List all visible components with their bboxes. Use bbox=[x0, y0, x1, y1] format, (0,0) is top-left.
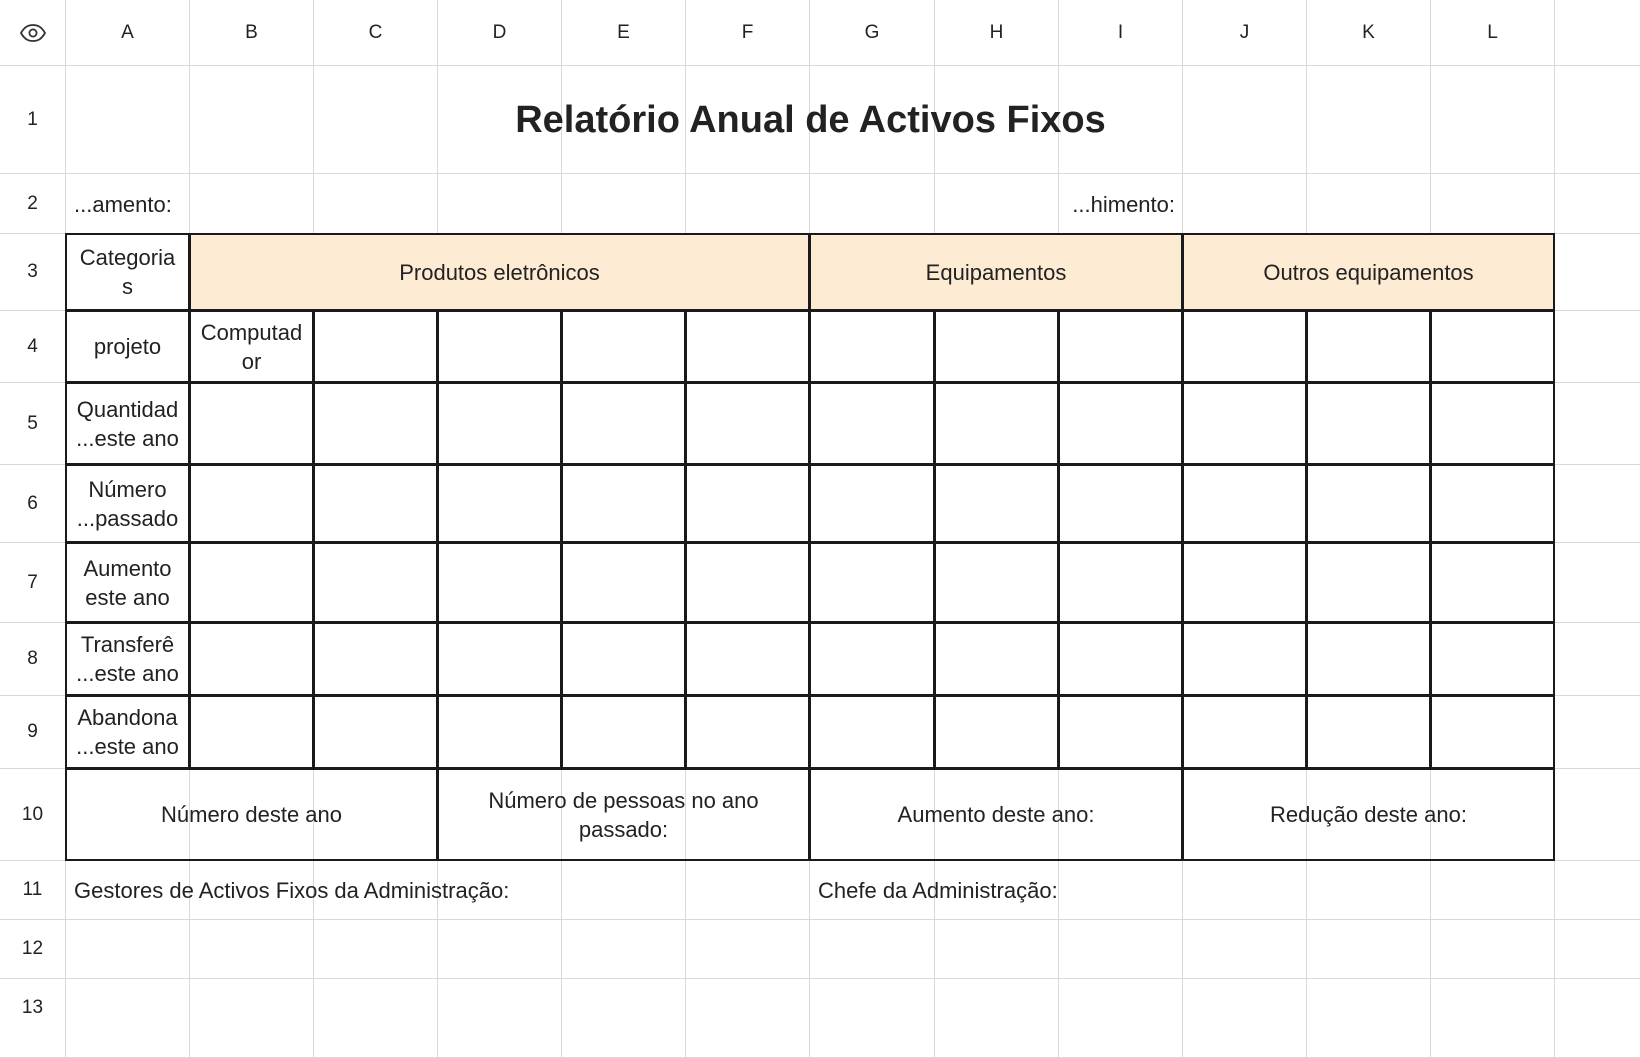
row-header-6[interactable]: 6 bbox=[0, 465, 66, 543]
table-cell[interactable] bbox=[685, 622, 810, 696]
column-header-h[interactable]: H bbox=[935, 0, 1059, 66]
row-label-text: Aumento este ano bbox=[83, 555, 172, 610]
row-header-1[interactable]: 1 bbox=[0, 66, 66, 174]
row-header-8[interactable]: 8 bbox=[0, 623, 66, 696]
table-cell[interactable] bbox=[809, 622, 935, 696]
row-header-11[interactable]: 11 bbox=[0, 861, 66, 920]
computer-label-text: Computad or bbox=[200, 319, 303, 374]
table-cell[interactable] bbox=[934, 542, 1059, 623]
head-label[interactable] bbox=[810, 861, 1555, 920]
group-other[interactable] bbox=[1182, 233, 1555, 311]
table-cell[interactable] bbox=[561, 310, 686, 383]
summary-decrease[interactable] bbox=[1182, 768, 1555, 861]
row-header-12[interactable]: 12 bbox=[0, 920, 66, 979]
cell-i2[interactable] bbox=[935, 174, 1183, 234]
table-cell[interactable] bbox=[313, 382, 438, 465]
table-cell[interactable] bbox=[1182, 382, 1307, 465]
summary-increase-text: Aumento deste ano: bbox=[897, 802, 1095, 827]
row-header-2[interactable]: 2 bbox=[0, 174, 66, 234]
head-label-text: Chefe da Administração: bbox=[818, 878, 1058, 903]
categories-label[interactable] bbox=[65, 233, 190, 311]
table-cell[interactable] bbox=[809, 382, 935, 465]
group-electronics-text: Produtos eletrônicos bbox=[399, 259, 600, 285]
table-cell[interactable] bbox=[1182, 622, 1307, 696]
table-cell[interactable] bbox=[934, 382, 1059, 465]
table-cell[interactable] bbox=[685, 542, 810, 623]
column-header-j[interactable]: J bbox=[1183, 0, 1307, 66]
table-cell[interactable] bbox=[1306, 695, 1431, 769]
table-cell[interactable] bbox=[1306, 464, 1431, 543]
table-cell[interactable] bbox=[1306, 622, 1431, 696]
table-cell[interactable] bbox=[1058, 695, 1183, 769]
table-cell[interactable] bbox=[809, 310, 935, 383]
row-label-text: Número ...passado bbox=[76, 476, 179, 531]
column-header-e[interactable]: E bbox=[562, 0, 686, 66]
table-cell[interactable] bbox=[809, 695, 935, 769]
column-header-d[interactable]: D bbox=[438, 0, 562, 66]
table-cell[interactable] bbox=[313, 695, 438, 769]
table-cell[interactable] bbox=[561, 695, 686, 769]
table-cell[interactable] bbox=[934, 310, 1059, 383]
eye-icon bbox=[20, 24, 46, 42]
table-cell[interactable] bbox=[934, 695, 1059, 769]
table-cell[interactable] bbox=[313, 310, 438, 383]
table-cell[interactable] bbox=[1058, 310, 1183, 383]
table-cell[interactable] bbox=[437, 382, 562, 465]
cell-i2-text: ...himento: bbox=[1072, 191, 1175, 217]
column-header-l[interactable]: L bbox=[1431, 0, 1555, 66]
table-cell[interactable] bbox=[1058, 382, 1183, 465]
report-title-text: Relatório Anual de Activos Fixos bbox=[515, 99, 1106, 141]
table-cell[interactable] bbox=[1306, 542, 1431, 623]
row-label[interactable] bbox=[65, 622, 190, 696]
column-header-f[interactable]: F bbox=[686, 0, 810, 66]
categories-label-text: Categoria s bbox=[79, 245, 176, 299]
row-header-13[interactable]: 13 bbox=[0, 979, 66, 1058]
table-cell[interactable] bbox=[934, 464, 1059, 543]
row-header-3[interactable]: 3 bbox=[0, 234, 66, 311]
table-cell[interactable] bbox=[189, 622, 314, 696]
table-cell[interactable] bbox=[1182, 310, 1307, 383]
row-header-7[interactable]: 7 bbox=[0, 543, 66, 623]
table-cell[interactable] bbox=[1306, 382, 1431, 465]
row-label-text: Quantidad ...este ano bbox=[76, 396, 179, 451]
managers-label[interactable] bbox=[66, 861, 810, 920]
table-cell[interactable] bbox=[437, 542, 562, 623]
group-other-text: Outros equipamentos bbox=[1263, 259, 1474, 285]
table-cell[interactable] bbox=[1058, 622, 1183, 696]
table-cell[interactable] bbox=[1058, 464, 1183, 543]
table-cell[interactable] bbox=[189, 695, 314, 769]
managers-label-text: Gestores de Activos Fixos da Administração: bbox=[74, 878, 510, 903]
table-cell[interactable] bbox=[561, 464, 686, 543]
table-cell[interactable] bbox=[1430, 542, 1555, 623]
table-cell[interactable] bbox=[437, 310, 562, 383]
row-label[interactable] bbox=[65, 542, 190, 623]
project-label-text: projeto bbox=[93, 334, 162, 359]
row-header-10[interactable]: 10 bbox=[0, 769, 66, 861]
table-cell[interactable] bbox=[437, 695, 562, 769]
table-cell[interactable] bbox=[1182, 542, 1307, 623]
table-cell[interactable] bbox=[1430, 695, 1555, 769]
summary-last-year-text: Número de pessoas no ano passado: bbox=[488, 787, 759, 842]
table-cell[interactable] bbox=[1182, 695, 1307, 769]
table-cell[interactable] bbox=[1182, 464, 1307, 543]
group-equipment-text: Equipamentos bbox=[925, 259, 1067, 285]
table-cell[interactable] bbox=[1430, 464, 1555, 543]
cell-a2-text: ...amento: bbox=[74, 191, 172, 217]
table-cell[interactable] bbox=[561, 542, 686, 623]
table-cell[interactable] bbox=[809, 542, 935, 623]
table-cell[interactable] bbox=[313, 622, 438, 696]
table-cell[interactable] bbox=[685, 382, 810, 465]
column-header-g[interactable]: G bbox=[810, 0, 935, 66]
table-cell[interactable] bbox=[1430, 382, 1555, 465]
row-label[interactable] bbox=[65, 695, 190, 769]
table-cell[interactable] bbox=[437, 464, 562, 543]
summary-last-year[interactable] bbox=[437, 768, 810, 861]
summary-decrease-text: Redução deste ano: bbox=[1270, 802, 1467, 827]
table-cell[interactable] bbox=[313, 464, 438, 543]
row-label-text: Abandona ...este ano bbox=[76, 705, 179, 759]
table-cell[interactable] bbox=[189, 464, 314, 543]
table-cell[interactable] bbox=[685, 695, 810, 769]
select-all-corner[interactable] bbox=[0, 0, 66, 66]
table-cell[interactable] bbox=[1306, 310, 1431, 383]
table-cell[interactable] bbox=[313, 542, 438, 623]
row-label[interactable] bbox=[65, 382, 190, 465]
column-header-c[interactable]: C bbox=[314, 0, 438, 66]
table-cell[interactable] bbox=[809, 464, 935, 543]
table-cell[interactable] bbox=[561, 622, 686, 696]
row-header-9[interactable]: 9 bbox=[0, 696, 66, 769]
table-cell[interactable] bbox=[437, 622, 562, 696]
row-header-5[interactable]: 5 bbox=[0, 383, 66, 465]
row-header-4[interactable]: 4 bbox=[0, 311, 66, 383]
cell-a2[interactable] bbox=[66, 174, 190, 234]
table-cell[interactable] bbox=[934, 622, 1059, 696]
summary-count[interactable] bbox=[65, 768, 438, 861]
column-header-k[interactable]: K bbox=[1307, 0, 1431, 66]
table-cell[interactable] bbox=[1430, 622, 1555, 696]
table-cell[interactable] bbox=[685, 310, 810, 383]
table-cell[interactable] bbox=[189, 542, 314, 623]
table-cell[interactable] bbox=[561, 382, 686, 465]
table-cell[interactable] bbox=[189, 382, 314, 465]
group-equipment[interactable] bbox=[809, 233, 1183, 311]
summary-count-text: Número deste ano bbox=[161, 802, 342, 827]
column-header-a[interactable]: A bbox=[66, 0, 190, 66]
gridline-horizontal bbox=[0, 978, 1640, 979]
row-label-text: Transferê ...este ano bbox=[76, 632, 179, 686]
group-electronics[interactable] bbox=[189, 233, 810, 311]
column-header-b[interactable]: B bbox=[190, 0, 314, 66]
summary-increase[interactable] bbox=[809, 768, 1183, 861]
column-header-i[interactable]: I bbox=[1059, 0, 1183, 66]
table-cell[interactable] bbox=[685, 464, 810, 543]
table-cell[interactable] bbox=[1058, 542, 1183, 623]
table-cell[interactable] bbox=[1430, 310, 1555, 383]
row-label[interactable] bbox=[65, 464, 190, 543]
report-title[interactable] bbox=[66, 66, 1555, 174]
project-label[interactable] bbox=[65, 310, 190, 383]
computer-label[interactable] bbox=[189, 310, 314, 383]
